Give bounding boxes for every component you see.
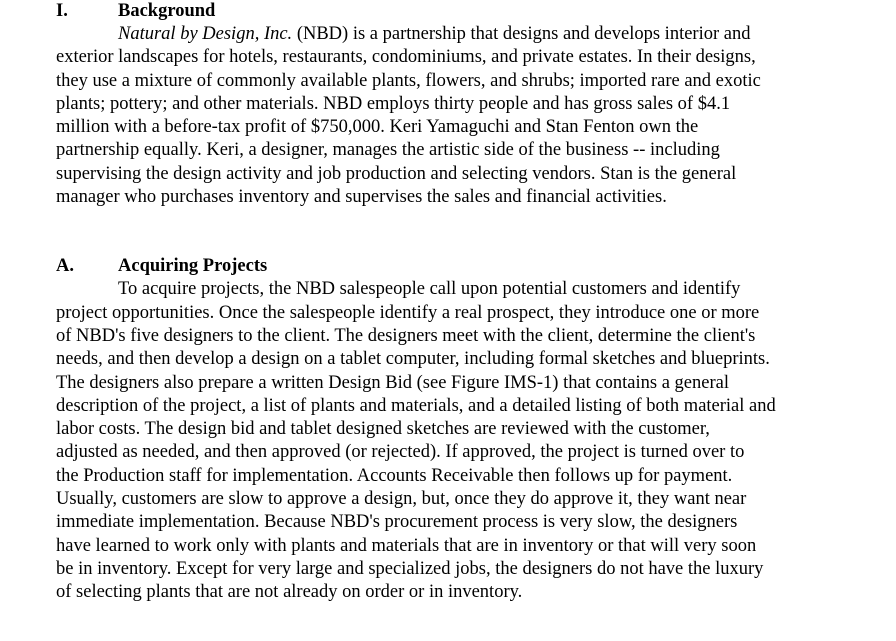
- section-number: I.: [56, 1, 68, 21]
- section-title: Acquiring Projects: [118, 256, 268, 277]
- background-body: (NBD) is a partnership that designs and develops interior and exterior landscapes for hotels, restaurants, condominiums, and private estates. In their designs, they use a mixture of commonly available plants, flowers, and shrubs; imported rare and exotic plants; pottery; and other materials. NBD employs thirty people and has gross sales of $4.1 million with a before-tax profit of $750,000. Keri Yamaguchi and Stan Fenton own the partnership equally. Keri, a designer, manages the artistic side of the business -- including supervising the design activity and job production and selecting vendors. Stan is the general manager who purchases inventory and supervises the sales and financial activities.: [56, 24, 761, 208]
- section-number: A.: [56, 256, 74, 277]
- section-title: Background: [118, 1, 216, 21]
- section-heading: [56, 0, 856, 23]
- acquiring-body: To acquire projects, the NBD salespeople call upon potential customers and identify project opportunities. Once the salespeople identify a real prospect, they introduce one or more of NBD's five designers to the client. The designers meet with the client, determine the client's needs, and then develop a design on a tablet computer, including formal sketches and blueprints. The designers also prepare a written Design Bid (see Figure IMS-1) that contains a general description of the project, a list of plants and materials, and a detailed listing of both material and labor costs. The design bid and tablet designed sketches are reviewed with the customer, adjusted as needed, and then approved (or rejected). If approved, the project is turned over to the Production staff for implementation. Accounts Receivable then follows up for payment. Usually, customers are slow to approve a design, but, once they do approve it, they want near immediate implementation. Because NBD's procurement process is very slow, the designers have learned to work only with plants and materials that are in inventory or that will very soon be in inventory. Except for very large and specialized jobs, the designers do not have the luxury of selecting plants that are not already on order or in inventory.: [56, 279, 776, 603]
- acquiring-paragraph: [56, 278, 856, 604]
- section-background: [56, 0, 856, 209]
- company-name: Natural by Design, Inc.: [118, 24, 293, 44]
- document-page: [56, 0, 856, 605]
- section-acquiring-projects: [56, 255, 856, 604]
- section-heading: [56, 255, 856, 278]
- background-paragraph: [56, 23, 856, 209]
